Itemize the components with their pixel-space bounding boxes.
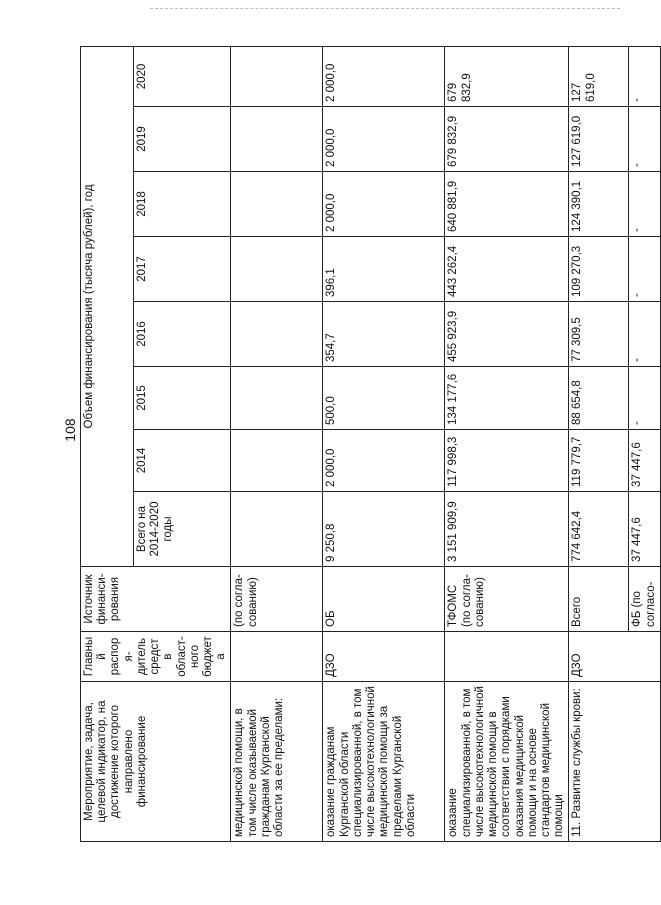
cell-2016: 354,7: [323, 302, 445, 367]
header-year-2020: 2020: [133, 46, 231, 106]
cell-manager: [445, 632, 569, 682]
cell-2018: -: [629, 172, 660, 237]
cell-2019: 2 000,0: [323, 107, 445, 172]
cell-2018: 2 000,0: [323, 172, 445, 237]
cell-source: ФБ (по согласо-: [629, 567, 660, 632]
cell-2017: -: [629, 237, 660, 302]
header-year-2014: 2014: [133, 430, 231, 492]
cell-2020: [231, 46, 323, 106]
cell-total: 37 447,6: [629, 492, 660, 567]
cell-2018: 640 881,9: [445, 172, 569, 237]
cell-manager: [231, 632, 323, 682]
cell-2019: [231, 107, 323, 172]
financing-table: [80, 46, 661, 842]
cell-activity: оказание гражданам Курганской области специализированной, в том числе высокотехнологичной медицинской помощи за пределами Курганской области: [323, 682, 445, 842]
table-row: [323, 46, 445, 841]
cell-2014: 117 998,3: [445, 430, 569, 492]
cell-2017: 443 262,4: [445, 237, 569, 302]
cell-total: [231, 492, 323, 567]
cell-2019: -: [629, 107, 660, 172]
cell-2014: 119 779,7: [569, 430, 629, 492]
cell-2016: -: [629, 302, 660, 367]
cell-2014: [231, 430, 323, 492]
header-manager: Главный распоря-дитель средств област-ного бюджета: [81, 632, 231, 682]
cell-total: 9 250,8: [323, 492, 445, 567]
cell-activity: 11. Развитие службы крови:: [569, 682, 660, 842]
cell-2018: [231, 172, 323, 237]
header-volume: Объем финансирования (тысяча рублей), год: [81, 46, 134, 566]
cell-2016: 77 309,5: [569, 302, 629, 367]
page-number: 108: [62, 418, 78, 442]
cell-source: Всего: [569, 567, 629, 632]
cell-2020: 127 619,0: [569, 46, 629, 106]
cell-2015: 500,0: [323, 367, 445, 430]
cell-2020: -: [629, 46, 660, 106]
header-total: Всего на 2014-2020 годы: [133, 492, 231, 567]
header-activity: Мероприятие, задача, целевой индикатор, на достижение которого направлено финансирование: [81, 682, 231, 842]
cell-2017: 109 270,3: [569, 237, 629, 302]
header-year-2016: 2016: [133, 302, 231, 367]
cell-source: ОБ: [323, 567, 445, 632]
cell-2015: 88 654,8: [569, 367, 629, 430]
table-row: [231, 46, 323, 841]
cell-total: 3 151 909,9: [445, 492, 569, 567]
cell-total: 774 642,4: [569, 492, 629, 567]
top-dashed-rule: [150, 8, 620, 9]
cell-2017: [231, 237, 323, 302]
cell-2015: 134 177,6: [445, 367, 569, 430]
header-year-2015: 2015: [133, 367, 231, 430]
cell-activity: медицинской помощи, в том числе оказываемой гражданам Курганской области за ее пределами:: [231, 682, 323, 842]
header-year-2017: 2017: [133, 237, 231, 302]
cell-2015: [231, 367, 323, 430]
header-source: Источник финанси-рования: [81, 567, 231, 632]
cell-source: (по согла-сованию): [231, 567, 323, 632]
header-year-2019: 2019: [133, 107, 231, 172]
cell-2017: 396,1: [323, 237, 445, 302]
cell-2019: 127 619,0: [569, 107, 629, 172]
cell-2019: 679 832,9: [445, 107, 569, 172]
cell-2016: 455 923,9: [445, 302, 569, 367]
cell-2020: 679 832,9: [445, 46, 569, 106]
cell-2014: 2 000,0: [323, 430, 445, 492]
cell-source: ТФОМС (по согла-сованию): [445, 567, 569, 632]
header-row-top: [81, 46, 134, 841]
table-row: [569, 46, 629, 841]
cell-2015: -: [629, 367, 660, 430]
cell-2018: 124 390,1: [569, 172, 629, 237]
table-row: [445, 46, 569, 841]
cell-2016: [231, 302, 323, 367]
cell-activity: оказание специализированной, в том числе высокотехнологичной медицинской помощи в соответствии с порядками оказания медицинской помощи и на основе стандартов медицинской помощи: [445, 682, 569, 842]
rotated-table-wrapper: [80, 47, 657, 842]
header-year-2018: 2018: [133, 172, 231, 237]
cell-manager: ДЗО: [569, 632, 660, 682]
cell-manager: ДЗО: [323, 632, 445, 682]
cell-2020: 2 000,0: [323, 46, 445, 106]
cell-2014: 37 447,6: [629, 430, 660, 492]
